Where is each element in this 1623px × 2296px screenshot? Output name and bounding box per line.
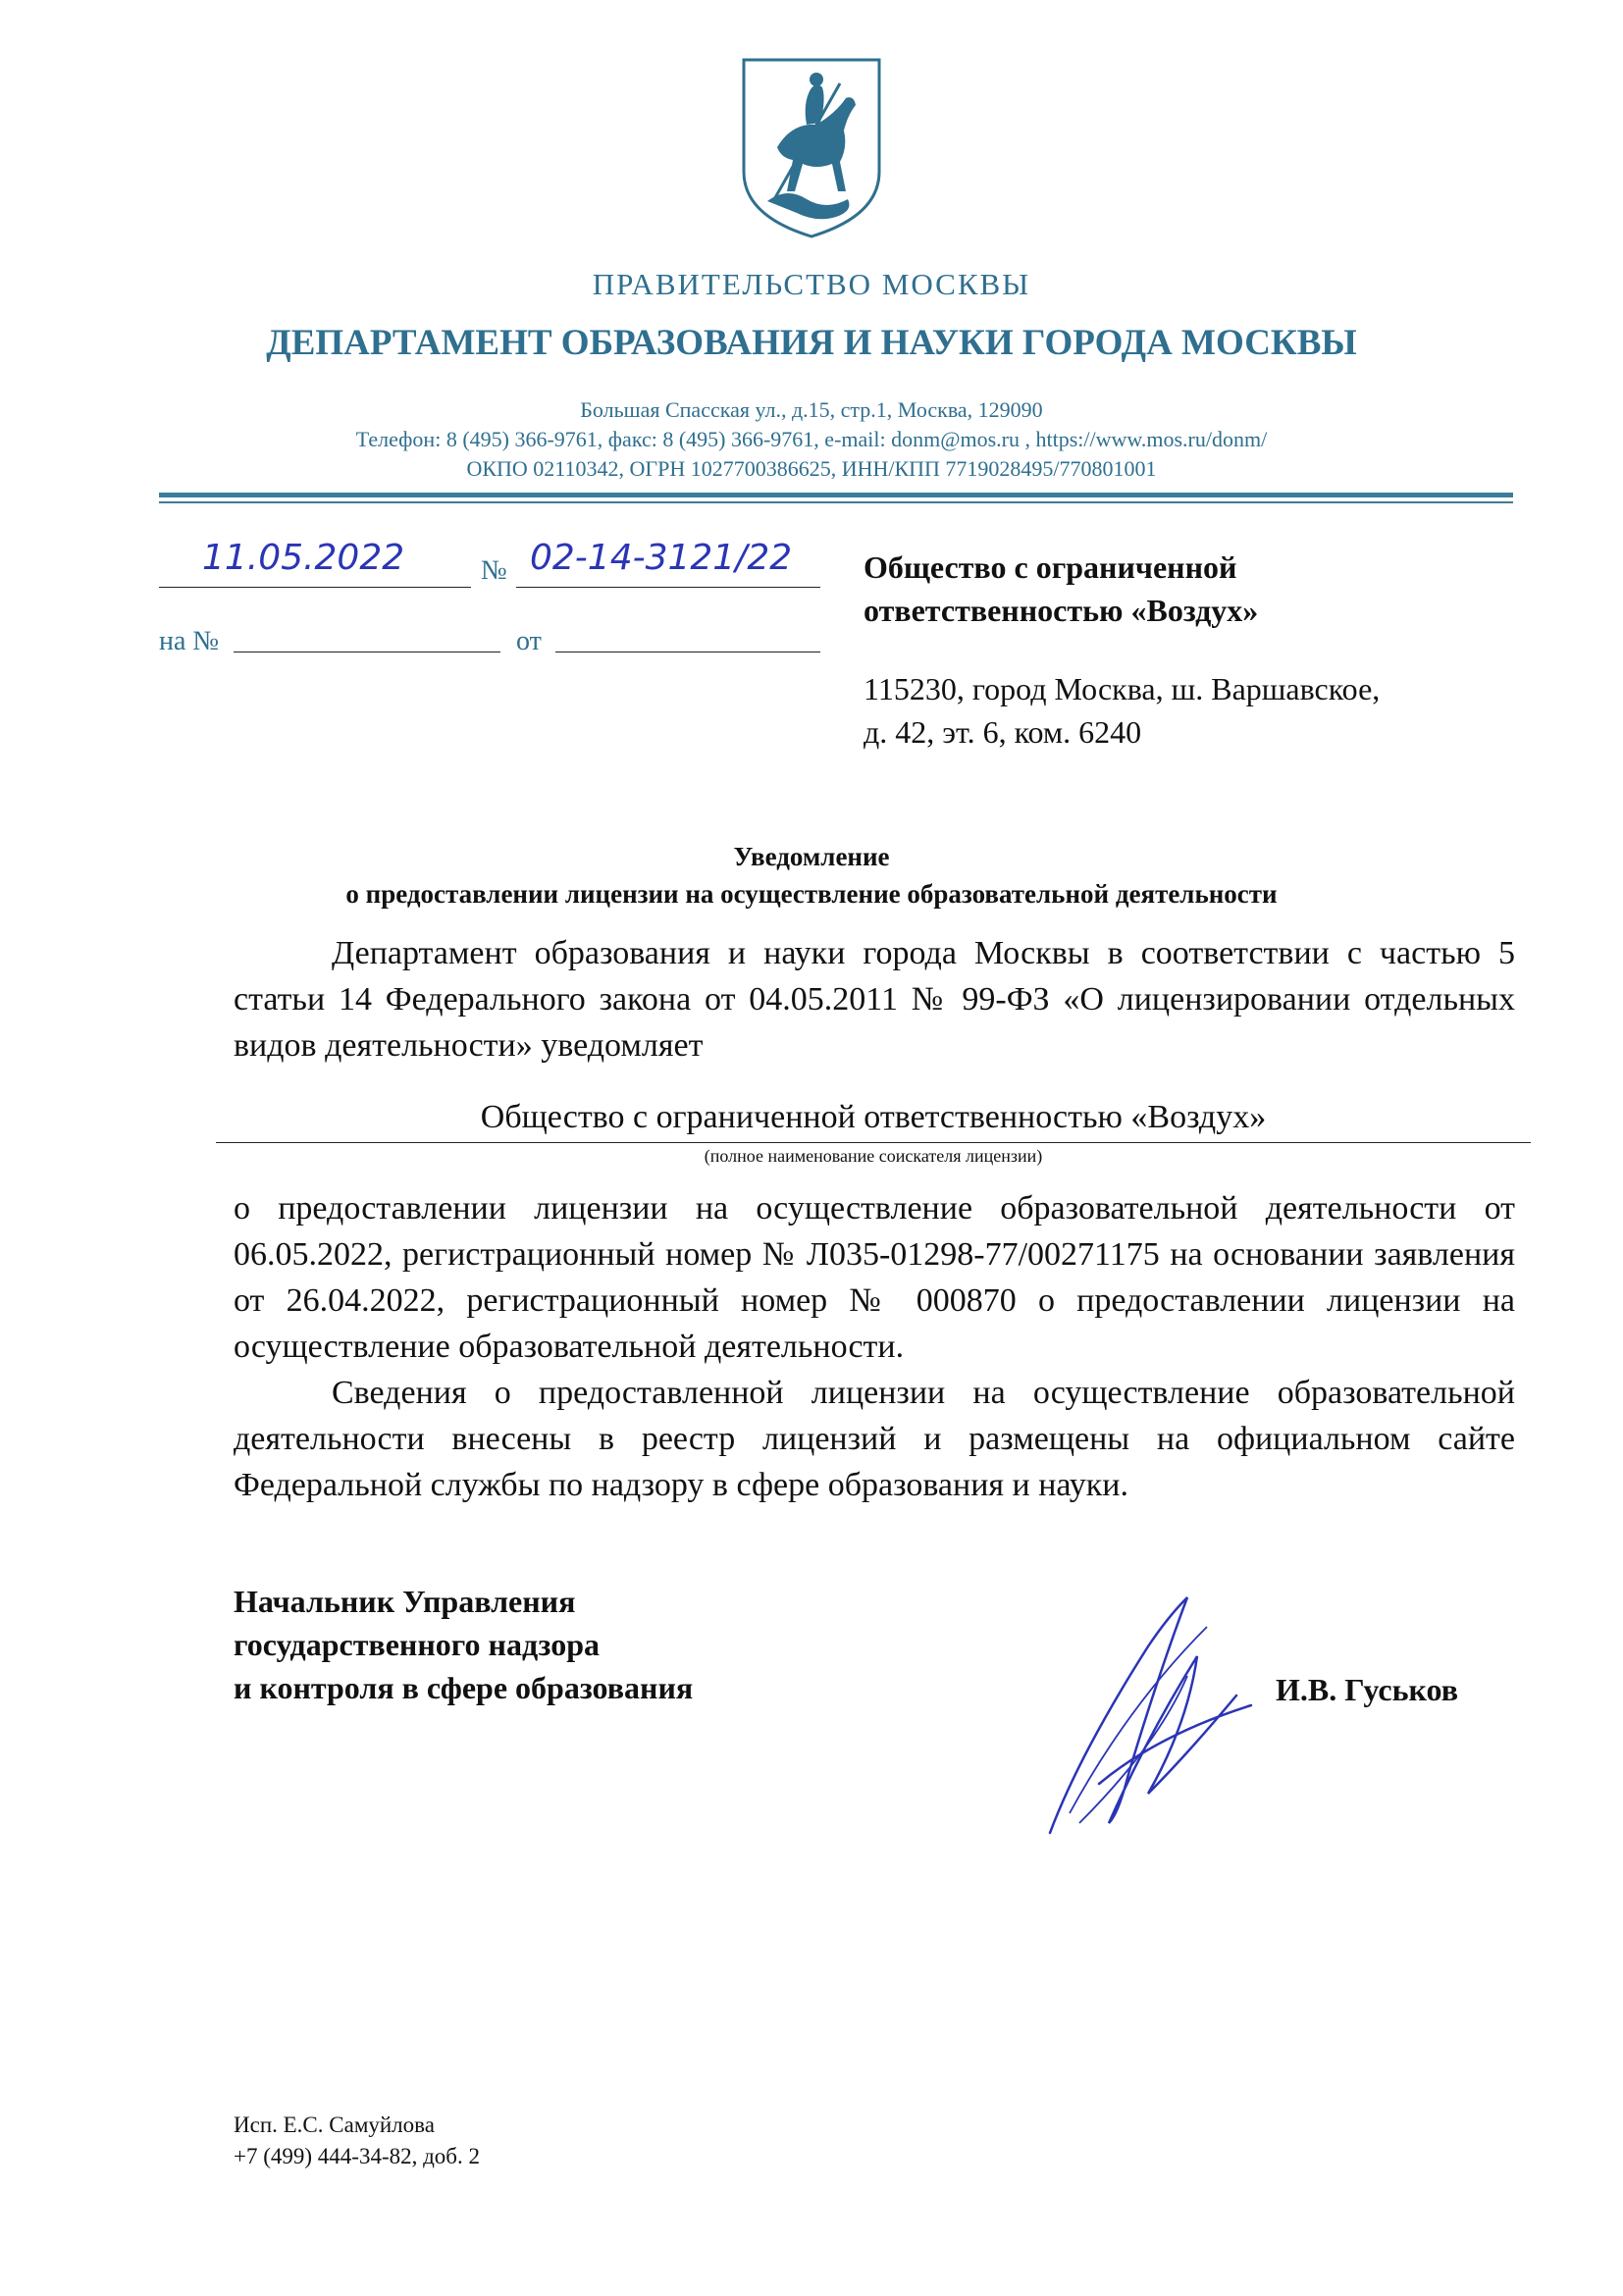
signatory-position bbox=[234, 1580, 920, 1709]
government-title: ПРАВИТЕЛЬСТВО МОСКВЫ bbox=[592, 267, 1031, 301]
date-underline bbox=[159, 587, 471, 588]
position-line1: Начальник Управления bbox=[234, 1584, 576, 1619]
signatory-name: И.В. Гуськов bbox=[1276, 1672, 1459, 1707]
recipient-block bbox=[864, 546, 1550, 754]
incoming-date-label: от bbox=[516, 626, 542, 656]
header-rule-thin bbox=[159, 501, 1513, 503]
department-address: Большая Спасская ул., д.15, стр.1, Москва, 129090 bbox=[580, 397, 1043, 422]
coat-of-arms-emblem bbox=[738, 54, 885, 240]
department-codes: ОКПО 02110342, ОГРН 1027700386625, ИНН/КПП 7719028495/770801001 bbox=[466, 456, 1157, 481]
header-rule-thick bbox=[159, 493, 1513, 497]
incoming-number-label: на № bbox=[159, 626, 220, 656]
recipient-name-line1: Общество с ограниченной bbox=[864, 549, 1237, 585]
position-line2: государственного надзора bbox=[234, 1627, 600, 1662]
applicant-underline bbox=[216, 1142, 1531, 1143]
executor-name: Исп. Е.С. Самуйлова bbox=[234, 2113, 435, 2137]
department-title: ДЕПАРТАМЕНТ ОБРАЗОВАНИЯ И НАУКИ ГОРОДА МОСКВЫ bbox=[266, 323, 1357, 363]
license-paragraph: о предоставлении лицензии на осуществление образовательной деятельности от 06.05.2022, регистрационный номер № Л035-01298-77/00271175 на основании заявления от 26.04.2022, регистрационный номер № 000870 о предоставлении лицензии на осуществление образовательной деятельности. bbox=[234, 1190, 1515, 1365]
outgoing-number: 02-14-3121/22 bbox=[530, 538, 793, 578]
applicant-caption: (полное наименование соискателя лицензии) bbox=[704, 1146, 1043, 1166]
position-line3: и контроля в сфере образования bbox=[234, 1670, 694, 1705]
applicant-name: Общество с ограниченной ответственностью «Воздух» bbox=[480, 1099, 1267, 1135]
recipient-address-line2: д. 42, эт. 6, ком. 6240 bbox=[864, 714, 1142, 750]
intro-paragraph: Департамент образования и науки города Москвы в соответствии с частью 5 статьи 14 Федерального закона от 04.05.2011 № 99-ФЗ «О лицензировании отдельных видов деятельности» уведомляет bbox=[234, 935, 1515, 1064]
number-sign: № bbox=[481, 555, 507, 586]
recipient-name-line2: ответственностью «Воздух» bbox=[864, 593, 1259, 628]
handwritten-signature bbox=[1040, 1588, 1266, 1843]
notice-subtitle: о предоставлении лицензии на осуществление образовательной деятельности bbox=[345, 879, 1278, 909]
registry-paragraph: Сведения о предоставленной лицензии на осуществление образовательной деятельности внесены в реестр лицензий и размещены на официальном сайте Федеральной службы по надзору в сфере образования и науки. bbox=[234, 1375, 1515, 1503]
department-phones: Телефон: 8 (495) 366-9761, факс: 8 (495) 366-9761, e-mail: donm@mos.ru , https://www.mos.ru/donm/ bbox=[355, 427, 1268, 451]
number-underline bbox=[516, 587, 820, 588]
outgoing-date: 11.05.2022 bbox=[202, 538, 405, 578]
recipient-address-line1: 115230, город Москва, ш. Варшавское, bbox=[864, 671, 1381, 706]
executor-phone: +7 (499) 444-34-82, доб. 2 bbox=[234, 2144, 481, 2168]
notice-title: Уведомление bbox=[733, 842, 890, 871]
